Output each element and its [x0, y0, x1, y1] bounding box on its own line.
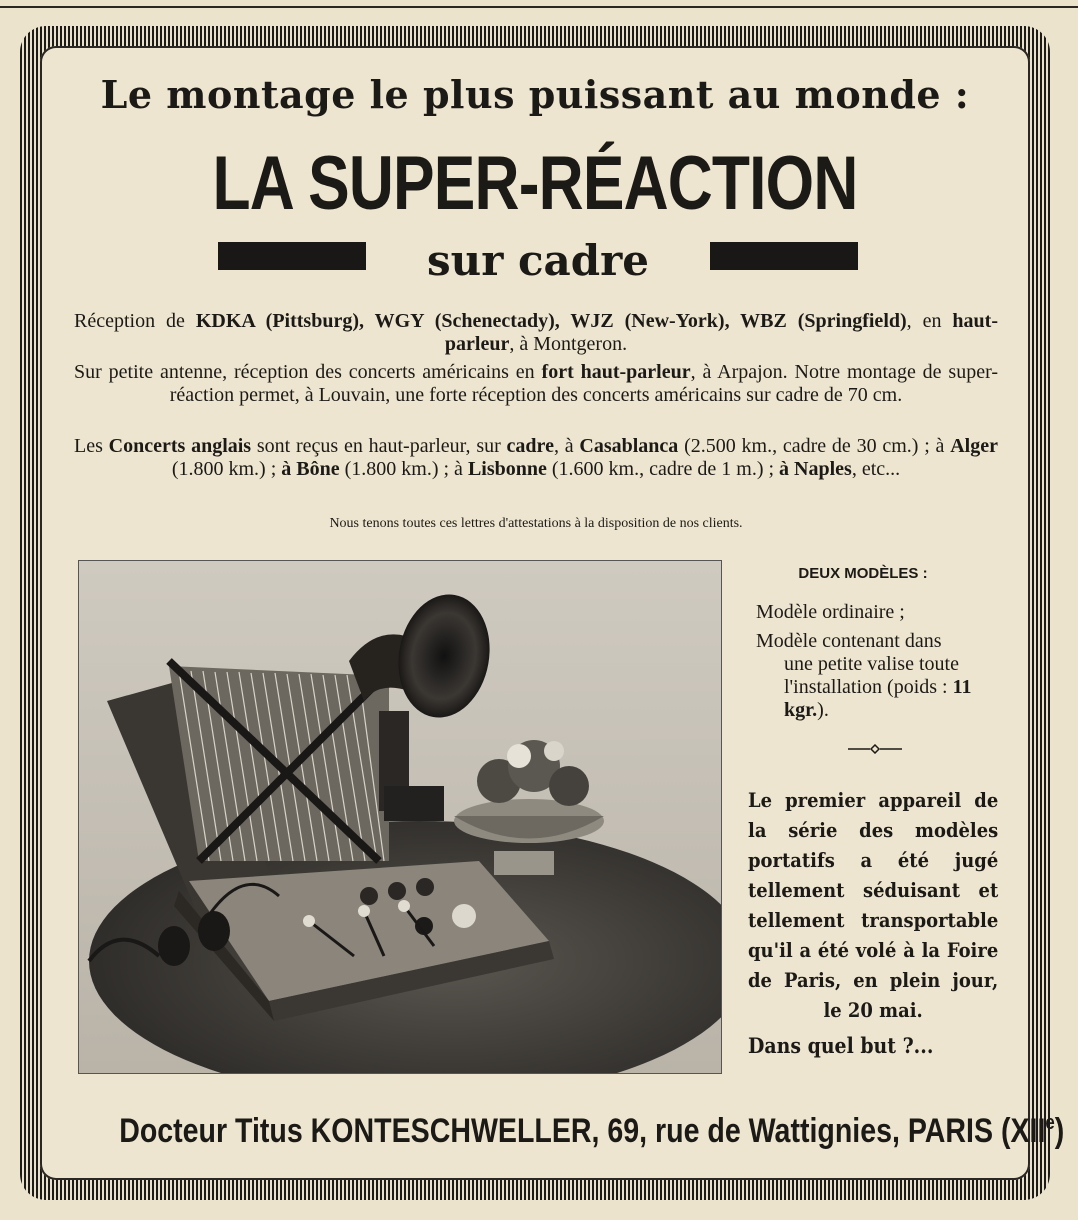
text-run: Sur petite antenne, réception des concerts américains en [74, 361, 542, 383]
text-run: sont reçus en haut-parleur, sur [251, 435, 507, 457]
text-run: (1.800 km.) ; à [339, 458, 468, 480]
text-run: , à [553, 435, 580, 457]
model-suitcase-details [756, 653, 998, 722]
bold-run: KDKA (Pittsburg), WGY (Schenectady), WJZ (New-York), WBZ (Springfield) [195, 310, 907, 332]
models-heading: DEUX MODÈLES : [798, 565, 928, 582]
radio-illustration [79, 561, 721, 1073]
text-run: Les [74, 435, 109, 457]
attestation-note: Nous tenons toutes ces lettres d'attestations à la disposition de nos clients. [329, 516, 743, 531]
text-run: , à Montgeron. [509, 333, 628, 355]
bold-run: à Naples [779, 458, 852, 480]
antenna-paragraph [74, 361, 998, 407]
closing-question: Dans quel but ?... [748, 1033, 934, 1058]
left-decorative-bar [218, 242, 366, 276]
text-run: (1.600 km., cadre de 1 m.) ; [546, 458, 780, 480]
bold-run: Alger [950, 435, 998, 457]
address-main: Docteur Titus KONTESCHWELLER, 69, rue de Wattignies, PARIS (XII [119, 1112, 1046, 1150]
top-rule [0, 6, 1078, 8]
address-close: ) [1054, 1112, 1065, 1150]
text-run: , à Arpajon. Notre montage de super-réaction permet, à Louvain, une forte réception des concerts américains sur cadre de 70 cm. [169, 361, 999, 406]
model-suitcase-end: ). [817, 699, 829, 721]
stolen-device-story: Le premier appareil de la série des modèles portatifs a été jugé tellement séduisant et tellement transportable qu'il a été volé à la Foire de Paris, en plein jour, le 20 mai. [748, 789, 999, 1022]
model-ordinary: Modèle ordinaire ; [756, 601, 905, 623]
main-title: LA SUPER-RÉACTION [212, 141, 858, 226]
bold-run: fort haut-parleur [541, 361, 691, 383]
text-run: (1.800 km.) ; [171, 458, 282, 480]
bold-run: cadre [506, 435, 554, 457]
text-run: , en [906, 310, 953, 332]
radio-photograph [78, 560, 722, 1074]
ornament-divider [848, 744, 902, 754]
bold-run: haut-parleur [444, 310, 998, 355]
bold-run: à Bône [281, 458, 340, 480]
reception-paragraph [74, 310, 998, 356]
frame-antenna [169, 661, 389, 861]
right-decorative-bar [710, 242, 858, 276]
model-suitcase-line1: Modèle contenant dans [756, 630, 942, 652]
bold-run: Casablanca [579, 435, 679, 457]
subtitle-row [218, 236, 858, 286]
text-run: (2.500 km., cadre de 30 cm.) ; à [678, 435, 951, 457]
text-run: , etc... [851, 458, 901, 480]
concerts-paragraph [74, 435, 998, 481]
model-suitcase-weight: 11 kgr. [784, 676, 972, 721]
address-superscript: e [1045, 1112, 1055, 1134]
bold-run: Concerts anglais [108, 435, 252, 457]
bold-run: Lisbonne [467, 458, 547, 480]
side-panel [748, 562, 998, 1057]
model-suitcase-rest: une petite valise toute l'installation (poids : [784, 653, 959, 698]
subtitle: sur cadre [427, 236, 649, 285]
model-suitcase [756, 630, 998, 722]
text-run: Réception de [74, 310, 196, 332]
headline: Le montage le plus puissant au monde : [100, 72, 970, 117]
advertiser-address [119, 1112, 1065, 1151]
